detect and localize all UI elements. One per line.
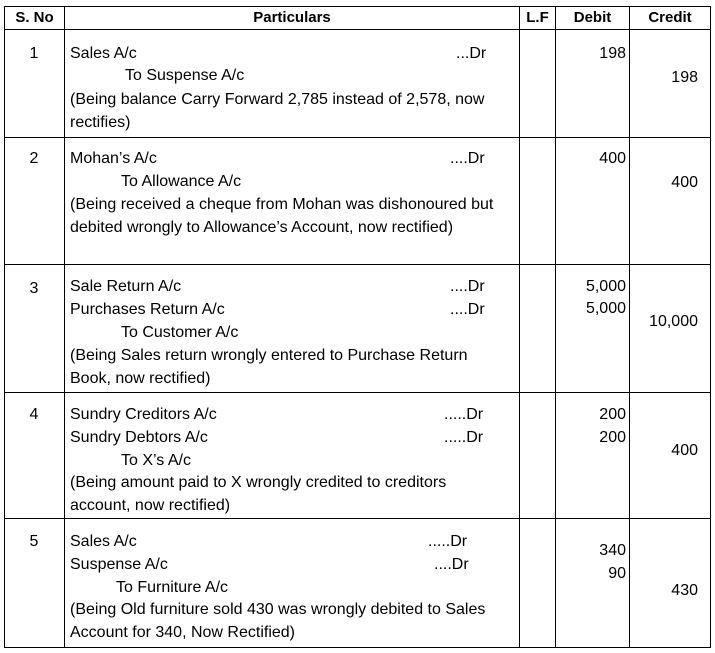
row-divider <box>4 392 711 393</box>
credit-account: To Suspense A/c <box>125 67 245 84</box>
debit-account: Purchases Return A/c <box>70 301 225 318</box>
header-sno: S. No <box>15 9 54 26</box>
row-divider <box>4 264 711 265</box>
narration: (Being amount paid to X wrongly credited to creditors account, now rectified) <box>70 474 447 514</box>
row-divider <box>4 137 711 138</box>
dr-marker: .....Dr <box>444 429 484 446</box>
narration: (Being received a cheque from Mohan was dishonoured but debited wrongly to Allowance’s Account, now rectified) <box>70 196 494 236</box>
table-border-bottom <box>4 647 711 648</box>
credit-account: To X’s A/c <box>121 452 191 469</box>
credit-amount: 198 <box>671 69 698 86</box>
debit-account: Sundry Creditors A/c <box>70 406 217 423</box>
credit-account: To Furniture A/c <box>116 579 229 596</box>
credit-amount: 430 <box>671 582 698 599</box>
header-credit: Credit <box>648 9 692 26</box>
journal-table <box>4 6 711 648</box>
narration: (Being Sales return wrongly entered to Purchase Return Book, now rectified) <box>70 347 468 387</box>
column-divider <box>64 6 65 648</box>
dr-marker: ....Dr <box>450 150 485 167</box>
dr-marker: ...Dr <box>456 45 487 62</box>
credit-amount: 10,000 <box>649 313 698 330</box>
credit-account: To Customer A/c <box>121 324 239 341</box>
debit-account: Mohan’s A/c <box>70 150 157 167</box>
debit-account: Sales A/c <box>70 533 137 550</box>
debit-account: Sale Return A/c <box>70 278 182 295</box>
debit-amount: 340 <box>599 542 626 559</box>
header-divider <box>4 29 711 30</box>
narration: (Being Old furniture sold 430 was wrongly debited to Sales Account for 340, Now Rectified) <box>70 601 486 641</box>
dr-marker: .....Dr <box>428 533 468 550</box>
credit-amount: 400 <box>671 174 698 191</box>
debit-amount: 198 <box>599 45 626 62</box>
credit-account: To Allowance A/c <box>121 173 242 190</box>
debit-account: Suspense A/c <box>70 556 168 573</box>
dr-marker: ....Dr <box>434 556 469 573</box>
debit-account: Sundry Debtors A/c <box>70 429 208 446</box>
debit-account: Sales A/c <box>70 45 137 62</box>
debit-amount: 90 <box>608 565 626 582</box>
dr-marker: .....Dr <box>444 406 484 423</box>
entry-sno: 5 <box>29 533 39 550</box>
debit-amount: 400 <box>599 150 626 167</box>
debit-amount: 5,000 <box>585 278 626 295</box>
header-lf: L.F <box>526 9 549 26</box>
debit-amount: 5,000 <box>585 300 626 317</box>
entry-sno: 2 <box>29 150 39 167</box>
credit-amount: 400 <box>671 442 698 459</box>
entry-sno: 4 <box>29 406 39 423</box>
entry-sno: 1 <box>29 45 39 62</box>
column-divider <box>519 6 520 648</box>
entry-sno: 3 <box>29 280 39 297</box>
dr-marker: ....Dr <box>450 278 485 295</box>
header-particulars: Particulars <box>253 9 331 26</box>
narration: (Being balance Carry Forward 2,785 instead of 2,578, now rectifies) <box>70 91 485 131</box>
debit-amount: 200 <box>599 406 626 423</box>
debit-amount: 200 <box>599 429 626 446</box>
header-debit: Debit <box>573 9 612 26</box>
dr-marker: ....Dr <box>450 301 485 318</box>
row-divider <box>4 518 711 519</box>
table-border-right <box>710 6 711 648</box>
